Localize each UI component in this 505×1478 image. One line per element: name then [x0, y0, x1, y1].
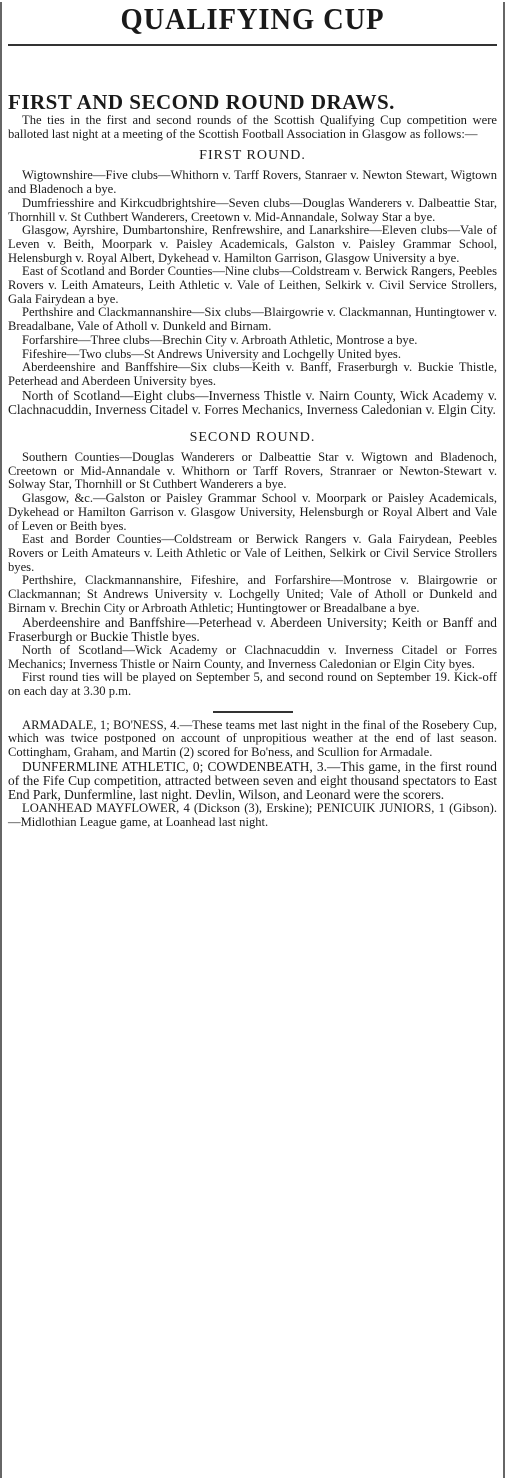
match-report: LOANHEAD MAYFLOWER, 4 (Dickson (3), Erskine); PENICUIK JUNIORS, 1 (Gibson).—Midlothian League game, at Loanhead last night.: [8, 801, 497, 830]
match-report: DUNFERMLINE ATHLETIC, 0; COWDENBEATH, 3.—This game, in the first round of the Fife Cup competition, attracted between seven and eight thousand spectators to East End Park, Dunfermline, last night. Devlin, Wilson, and Leonard were the scorers.: [8, 758, 497, 803]
second-round-paragraph: Southern Counties—Douglas Wanderers or Dalbeattie Star v. Wigtown and Bladenoch, Creetown or Mid-Annandale v. Whithorn or Tarff Rovers, Stranraer or Newton-Stewart v. Solway Star, Thornhill or St Cuthbert Wanderers a bye.: [8, 450, 497, 492]
intro-paragraph: The ties in the first and second rounds of the Scottish Qualifying Cup competition were balloted last night at a meeting of the Scottish Football Association in Glasgow as follows:—: [8, 113, 497, 141]
newspaper-clipping: [0, 2, 505, 1478]
first-round-paragraph: Forfarshire—Three clubs—Brechin City v. Arbroath Athletic, Montrose a bye.: [22, 332, 418, 347]
first-round-paragraph: Glasgow, Ayrshire, Dumbartonshire, Renfrewshire, and Lanarkshire—Eleven clubs—Vale of Leven v. Beith, Moorpark v. Paisley Academicals, Galston v. Paisley Grammar School, Helensburgh v. Royal Albert, Dykehead v. Hamilton Garrison, Glasgow University a bye.: [8, 223, 497, 265]
first-round-paragraph: East of Scotland and Border Counties—Nine clubs—Coldstream v. Berwick Rangers, Peebles Rovers v. Leith Amateurs, Leith Athletic v. Vale of Leithen, Selkirk v. Civil Service Strollers, Gala Fairydean a bye.: [8, 264, 497, 306]
subheadline: FIRST AND SECOND ROUND DRAWS.: [8, 90, 395, 114]
first-round-heading: FIRST ROUND.: [199, 148, 306, 164]
first-round-paragraph: Fifeshire—Two clubs—St Andrews University and Lochgelly United byes.: [22, 346, 401, 361]
first-round-paragraph: Dumfriesshire and Kirkcudbrightshire—Seven clubs—Douglas Wanderers v. Dalbeattie Star, Thornhill v. St Cuthbert Wanderers, Creetown v. Mid-Annandale, Solway Star a bye.: [8, 195, 497, 224]
second-round-heading: SECOND ROUND.: [189, 430, 316, 446]
first-round-paragraph: Wigtownshire—Five clubs—Whithorn v. Tarff Rovers, Stanraer v. Newton Stewart, Wigtown and Bladenoch a bye.: [8, 168, 497, 197]
second-round-paragraph: North of Scotland—Wick Academy or Clachnacuddin v. Inverness Citadel or Forres Mechanics; Inverness Thistle or Nairn County, and Inverness Caledonian or Elgin City byes.: [8, 642, 497, 671]
second-round-paragraph: East and Border Counties—Coldstream or Berwick Rangers v. Gala Fairydean, Peebles Rovers or Leith Amateurs v. Leith Athletic or Vale of Leithen, Selkirk or Civil Service Strollers byes.: [8, 532, 497, 574]
second-round-paragraph: First round ties will be played on September 5, and second round on September 19. Kick-off on each day at 3.30 p.m.: [8, 670, 497, 699]
first-round-paragraph: Aberdeenshire and Banffshire—Six clubs—Keith v. Banff, Fraserburgh v. Buckie Thistle, Peterhead and Aberdeen University byes.: [8, 360, 497, 388]
first-round-paragraph: Perthshire and Clackmannanshire—Six clubs—Blairgowrie v. Clackmannan, Huntingtower v. Breadalbane, Vale of Atholl v. Dunkeld and Birnam.: [8, 305, 497, 334]
second-round-paragraph: Perthshire, Clackmannanshire, Fifeshire, and Forfarshire—Montrose v. Blairgowrie or Clackmannan; St Andrews University v. Lochgelly United; Vale of Atholl or Dunkeld and Birnam v. Brechin City or Arbroath Athletic; Huntingtower or Breadalbane a bye.: [8, 573, 497, 615]
second-round-paragraph: Glasgow, &c.—Galston or Paisley Grammar School v. Moorpark or Paisley Academicals, Dykehead or Hamilton Garrison v. Glasgow University, Helensburgh or Royal Albert and Vale of Leven or Beith byes.: [8, 491, 497, 533]
first-round-paragraph: North of Scotland—Eight clubs—Inverness Thistle v. Nairn County, Wick Academy v. Clachnacuddin, Inverness Citadel v. Forres Mechanics, Inverness Caledonian v. Elgin City.: [8, 387, 497, 417]
second-round-paragraph: Aberdeenshire and Banffshire—Peterhead v. Aberdeen University; Keith or Banff and Fraserburgh or Buckie Thistle byes.: [8, 614, 497, 644]
match-report: ARMADALE, 1; BO'NESS, 4.—These teams met last night in the final of the Rosebery Cup, which was twice postponed on account of unpropitious weather at the end of last season. Cottingham, Graham, and Martin (2) scored for Bo'ness, and Scullion for Armadale.: [8, 717, 497, 760]
section-divider: [213, 711, 293, 713]
page-title: QUALIFYING CUP: [120, 1, 385, 36]
headline-rule: [8, 44, 497, 46]
